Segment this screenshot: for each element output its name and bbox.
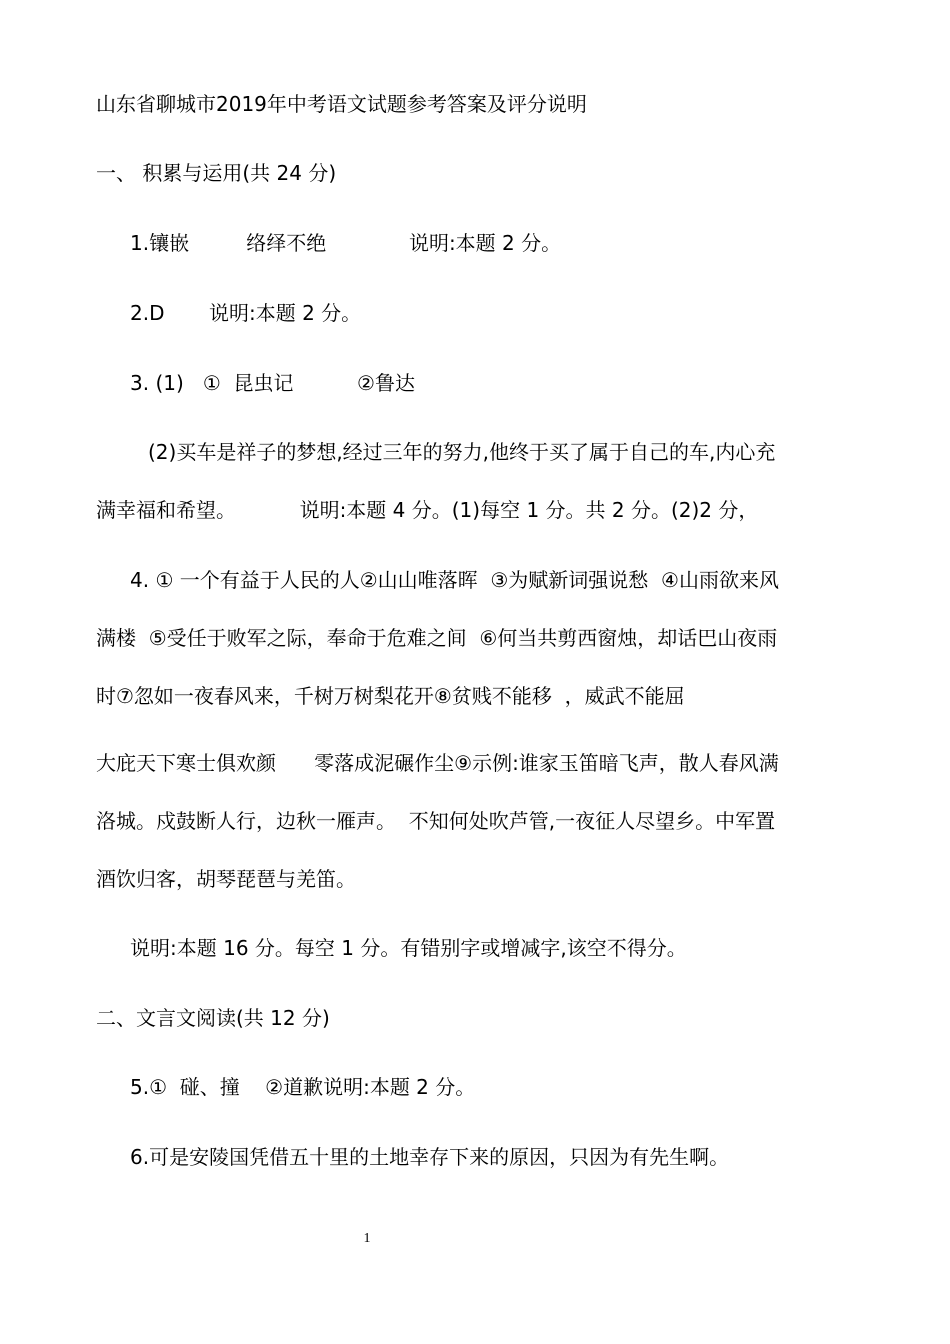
- answer-q4-line1: 4. ① 一个有益于人民的人②山山唯落晖 ③为赋新词强说愁 ④山雨欲来风: [130, 568, 779, 592]
- answer-q4-note: 说明:本题 16 分。每空 1 分。有错别字或增减字,该空不得分。: [130, 936, 687, 960]
- answer-q1: 1.镶嵌 络绎不绝 说明:本题 2 分。: [130, 231, 562, 255]
- answer-q5: 5.① 碰、撞 ②道歉说明:本题 2 分。: [130, 1075, 476, 1099]
- answer-q4-line4: 大庇天下寒士俱欢颜 零落成泥碾作尘⑨示例:谁家玉笛暗飞声，散人春风满: [96, 751, 779, 775]
- answer-q4-line5: 洛城。戍鼓断人行，边秋一雁声。 不知何处吹芦管,一夜征人尽望乡。中军置: [96, 809, 776, 833]
- document-title: 山东省聊城市2019年中考语文试题参考答案及评分说明: [96, 92, 587, 116]
- section-heading-2: 二、文言文阅读(共 12 分): [96, 1006, 330, 1030]
- answer-q4-line3: 时⑦忽如一夜春风来，千树万树梨花开⑧贫贱不能移 ，威武不能屈: [96, 684, 685, 708]
- answer-q2: 2.D 说明:本题 2 分。: [130, 301, 362, 325]
- answer-q3-part2-line2: 满幸福和希望。 说明:本题 4 分。(1)每空 1 分。共 2 分。(2)2 分，: [96, 498, 759, 522]
- answer-q4-line6: 酒饮归客，胡琴琵琶与羌笛。: [96, 867, 356, 891]
- answer-q6: 6.可是安陵国凭借五十里的土地幸存下来的原因，只因为有先生啊。: [130, 1145, 730, 1169]
- answer-q3-part2-line1: (2)买车是祥子的梦想,经过三年的努力,他终于买了属于自己的车,内心充: [148, 440, 776, 464]
- answer-q3-part1: 3. (1) ① 昆虫记 ②鲁达: [130, 371, 415, 395]
- answer-q4-line2: 满楼 ⑤受任于败军之际，奉命于危难之间 ⑥何当共剪西窗烛，却话巴山夜雨: [96, 626, 778, 650]
- section-heading-1: 一、 积累与运用(共 24 分): [96, 161, 337, 185]
- page-number: 1: [363, 1231, 371, 1246]
